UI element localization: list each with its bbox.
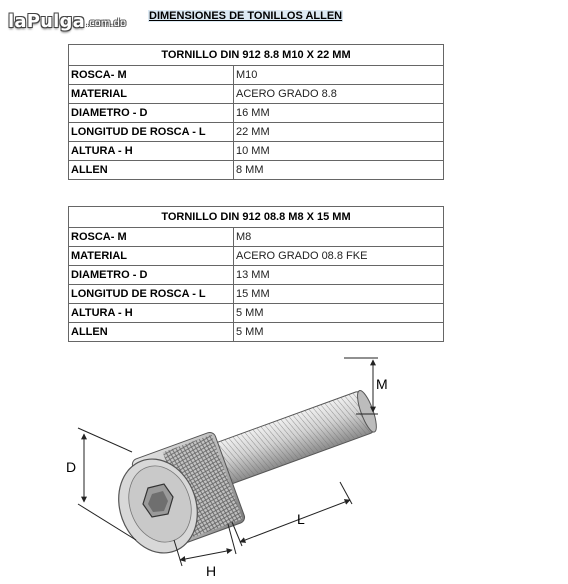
row-label: ROSCA- M	[69, 66, 234, 85]
table-caption: TORNILLO DIN 912 08.8 M8 X 15 MM	[69, 207, 444, 228]
table-row	[69, 123, 444, 142]
watermark-brand: laPulga	[8, 10, 85, 32]
row-label: ALTURA - H	[69, 142, 234, 161]
row-label: MATERIAL	[69, 85, 234, 104]
table-row	[69, 228, 444, 247]
spec-table-m10	[68, 44, 444, 180]
label-m: M	[376, 376, 388, 392]
row-value: 5 MM	[234, 323, 444, 342]
table-row	[69, 285, 444, 304]
spec-table-m8	[68, 206, 444, 342]
row-value: ACERO GRADO 8.8	[234, 85, 444, 104]
row-value: 10 MM	[234, 142, 444, 161]
label-d: D	[66, 459, 77, 475]
watermark-suffix: .com.do	[85, 17, 127, 29]
table-row	[69, 142, 444, 161]
row-value: 13 MM	[234, 266, 444, 285]
table-caption: TORNILLO DIN 912 8.8 M10 X 22 MM	[69, 45, 444, 66]
row-label: DIAMETRO - D	[69, 266, 234, 285]
row-value: 5 MM	[234, 304, 444, 323]
table-row	[69, 266, 444, 285]
table-row	[69, 161, 444, 180]
row-value: ACERO GRADO 08.8 FKE	[234, 247, 444, 266]
row-label: ALLEN	[69, 161, 234, 180]
row-label: ALTURA - H	[69, 304, 234, 323]
table-row	[69, 323, 444, 342]
row-label: DIAMETRO - D	[69, 104, 234, 123]
screw-icon	[106, 389, 380, 565]
row-label: ROSCA- M	[69, 228, 234, 247]
table-row	[69, 104, 444, 123]
label-h: H	[206, 563, 217, 579]
screw-dimension-diagram	[60, 354, 400, 580]
row-value: 8 MM	[234, 161, 444, 180]
table-row	[69, 85, 444, 104]
row-value: 16 MM	[234, 104, 444, 123]
document-title: DIMENSIONES DE TONILLOS ALLEN	[149, 10, 343, 22]
row-value: M8	[234, 228, 444, 247]
row-value: 15 MM	[234, 285, 444, 304]
row-value: 22 MM	[234, 123, 444, 142]
table-row	[69, 304, 444, 323]
row-label: MATERIAL	[69, 247, 234, 266]
table-row	[69, 247, 444, 266]
label-l: L	[297, 511, 305, 527]
row-label: ALLEN	[69, 323, 234, 342]
row-label: LONGITUD DE ROSCA - L	[69, 123, 234, 142]
table-row	[69, 66, 444, 85]
row-value: M10	[234, 66, 444, 85]
watermark-logo	[8, 8, 126, 34]
dimension-l	[232, 482, 352, 546]
row-label: LONGITUD DE ROSCA - L	[69, 285, 234, 304]
